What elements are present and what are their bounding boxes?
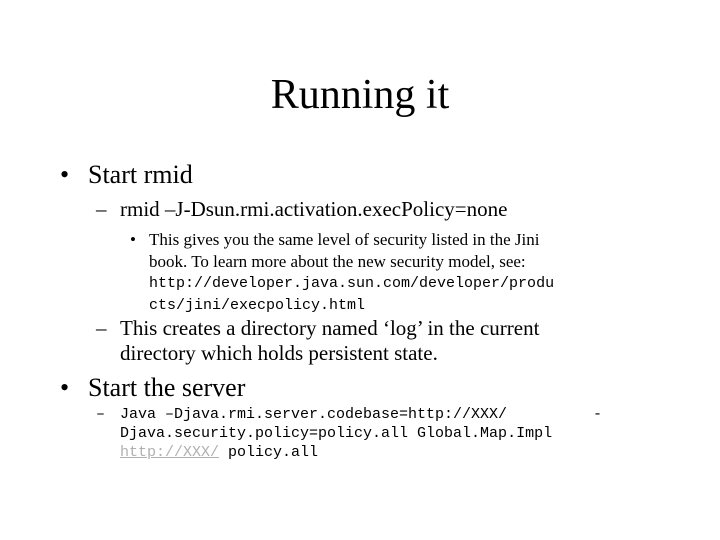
java-command-line-1 bbox=[120, 405, 603, 424]
sub-bullet-text bbox=[120, 316, 539, 366]
log-directory-line-1: This creates a directory named ‘log’ in the current bbox=[120, 316, 540, 340]
sub-sub-bullet-marker: • bbox=[130, 230, 136, 249]
bullet-text: Start rmid bbox=[88, 160, 193, 189]
java-command-line-2: Djava.security.policy=policy.all Global.Map.Impl bbox=[120, 425, 553, 442]
security-note-line-1: This gives you the same level of security listed in the Jini bbox=[149, 230, 540, 249]
bullet-marker: • bbox=[60, 373, 70, 402]
java-command-line-3-rest: policy.all bbox=[219, 444, 319, 461]
sub-sub-bullet-text bbox=[149, 229, 554, 317]
bullet-text: Start the server bbox=[88, 373, 246, 402]
sub-bullet-text: rmid –J-Dsun.rmi.activation.execPolicy=none bbox=[120, 197, 508, 221]
java-command-line-1-text: Java –Djava.rmi.server.codebase=http://XXX/ bbox=[120, 406, 508, 423]
log-directory-line-2: directory which holds persistent state. bbox=[120, 341, 438, 365]
java-command-line-3 bbox=[120, 443, 552, 462]
security-url-line-1: http://developer.java.sun.com/developer/produ bbox=[149, 275, 555, 292]
bullet-marker: • bbox=[60, 160, 70, 189]
security-url-line-2: cts/jini/execpolicy.html bbox=[149, 297, 366, 314]
java-command-trailing-dash: - bbox=[593, 406, 603, 423]
slide-title: Running it bbox=[270, 72, 450, 118]
sub-bullet-marker: – bbox=[96, 197, 107, 221]
sub-bullet-marker: – bbox=[96, 406, 106, 423]
codebase-link[interactable]: http://XXX/ bbox=[120, 444, 220, 461]
security-note-line-2: book. To learn more about the new security model, see: bbox=[149, 252, 526, 271]
sub-bullet-text bbox=[120, 405, 603, 462]
sub-bullet-marker: – bbox=[96, 316, 107, 340]
